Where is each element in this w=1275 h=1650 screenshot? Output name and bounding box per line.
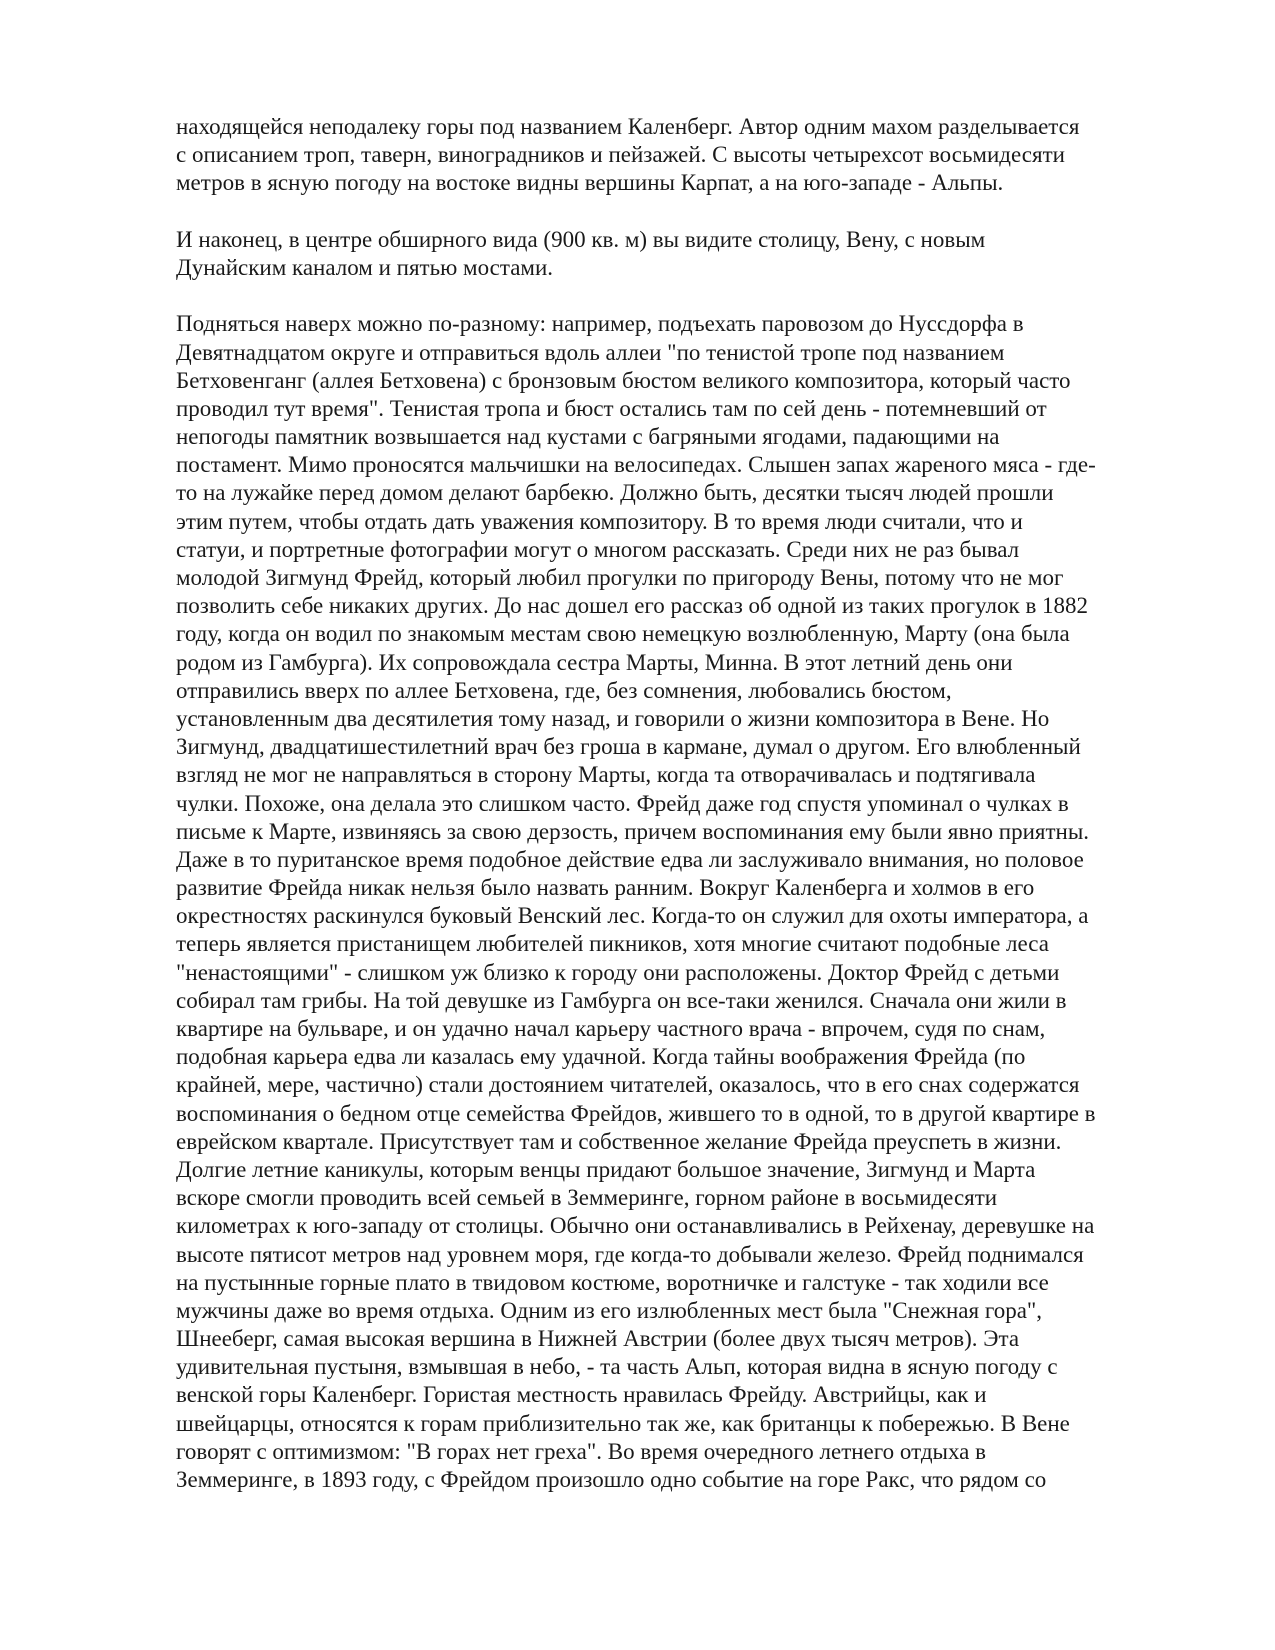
body-text	[176, 113, 1166, 1494]
text-line: отправились вверх по аллее Бетховена, где, без сомнения, любовались бюстом,	[176, 677, 952, 703]
text-line: письме к Марте, извиняясь за свою дерзость, причем воспоминания ему были явно приятны.	[176, 818, 1090, 844]
text-line: собирал там грибы. На той девушке из Гамбурга он все-таки женился. Сначала они жили в	[176, 987, 1067, 1013]
text-line: Дунайским каналом и пятью мостами.	[176, 254, 554, 280]
paragraph-freud-walks	[176, 310, 1166, 1494]
text-line: проводил тут время". Тенистая тропа и бюст остались там по сей день - потемневший от	[176, 395, 1047, 421]
text-line: Зигмунд, двадцатишестилетний врач без гроша в кармане, думал о другом. Его влюбленный	[176, 734, 1081, 760]
text-line: году, когда он водил по знакомым местам свою немецкую возлюбленную, Марту (она была	[176, 621, 1070, 647]
text-line: чулки. Похоже, она делала это слишком часто. Фрейд даже год спустя упоминал о чулках в	[176, 790, 1069, 816]
text-line: Долгие летние каникулы, которым венцы придают большое значение, Зигмунд и Марта	[176, 1156, 1036, 1182]
paragraph-gap	[176, 198, 1166, 226]
text-line: говорят с оптимизмом: "В горах нет греха". Во время очередного летнего отдыха в	[176, 1438, 986, 1464]
text-line: венской горы Каленберг. Гористая местность нравилась Фрейду. Австрийцы, как и	[176, 1382, 987, 1408]
text-line: установленным два десятилетия тому назад, и говорили о жизни композитора в Вене. Но	[176, 705, 1050, 731]
text-line: постамент. Мимо проносятся мальчишки на велосипедах. Слышен запах жареного мяса - где-	[176, 452, 1096, 478]
text-line: крайней, мере, частично) стали достоянием читателей, оказалось, что в его снах содержатся	[176, 1072, 1080, 1098]
text-line: позволить себе никаких других. До нас дошел его рассказ об одной из таких прогулок в 1882	[176, 593, 1089, 619]
text-line: Даже в то пуританское время подобное действие едва ли заслуживало внимания, но половое	[176, 846, 1084, 872]
text-line: Подняться наверх можно по-разному: например, подъехать паровозом до Нуссдорфа в	[176, 311, 1024, 337]
text-line: швейцарцы, относятся к горам приблизительно так же, как британцы к побережью. В Вене	[176, 1410, 1070, 1436]
text-line: Шнееберг, самая высокая вершина в Нижней Австрии (более двух тысяч метров). Эта	[176, 1326, 1020, 1352]
text-line: Земмеринге, в 1893 году, с Фрейдом произошло одно событие на горе Ракс, что рядом со	[176, 1467, 1047, 1492]
text-line: еврейском квартале. Присутствует там и собственное желание Фрейда преуспеть в жизни.	[176, 1128, 1062, 1154]
text-line: на пустынные горные плато в твидовом костюме, воротничке и галстуке - так ходили все	[176, 1269, 1049, 1295]
paragraph-vienna-view	[176, 226, 1166, 282]
text-line: этим путем, чтобы отдать дать уважения композитору. В то время люди считали, что и	[176, 508, 1023, 534]
text-line: И наконец, в центре обширного вида (900 кв. м) вы видите столицу, Вену, с новым	[176, 226, 986, 252]
text-line: то на лужайке перед домом делают барбекю. Должно быть, десятки тысяч людей прошли	[176, 480, 1054, 506]
text-line: Девятнадцатом округе и отправиться вдоль аллеи "по тенистой тропе под названием	[176, 339, 1005, 365]
text-line: взгляд не мог не направляться в сторону Марты, когда та отворачивалась и подтягивала	[176, 762, 1036, 788]
text-line: родом из Гамбурга). Их сопровождала сестра Марты, Минна. В этот летний день они	[176, 649, 1013, 675]
text-line: километрах к юго-западу от столицы. Обычно они останавливались в Рейхенау, деревушке на	[176, 1213, 1095, 1239]
text-line: метров в ясную погоду на востоке видны вершины Карпат, а на юго-западе - Альпы.	[176, 170, 1004, 196]
text-line: квартире на бульваре, и он удачно начал карьеру частного врача - впрочем, судя по снам,	[176, 1016, 1046, 1041]
paragraph-kahlenberg-view	[176, 113, 1166, 198]
paragraph-gap	[176, 282, 1166, 310]
text-line: находящейся неподалеку горы под названием Каленберг. Автор одним махом разделывается	[176, 114, 1080, 139]
text-line: воспоминания о бедном отце семейства Фрейдов, жившего то в одной, то в другой квартире в	[176, 1100, 1096, 1126]
text-line: мужчины даже во время отдыха. Одним из его излюбленных мест была "Снежная гора",	[176, 1297, 1043, 1323]
text-line: статуи, и портретные фотографии могут о многом рассказать. Среди них не раз бывал	[176, 536, 1020, 562]
text-line: удивительная пустыня, взмывшая в небо, - та часть Альп, которая видна в ясную погоду с	[176, 1354, 1058, 1380]
text-line: подобная карьера едва ли казалась ему удачной. Когда тайны воображения Фрейда (по	[176, 1044, 1026, 1070]
text-line: высоте пятисот метров над уровнем моря, где когда-то добывали железо. Фрейд поднимался	[176, 1241, 1084, 1267]
text-line: развитие Фрейда никак нельзя было назвать ранним. Вокруг Каленберга и холмов в его	[176, 875, 1035, 901]
text-line: вскоре смогли проводить всей семьей в Земмеринге, горном районе в восьмидесяти	[176, 1185, 998, 1211]
text-line: молодой Зигмунд Фрейд, который любил прогулки по пригороду Вены, потому что не мог	[176, 565, 1064, 590]
text-line: с описанием троп, таверн, виноградников и пейзажей. С высоты четырехсот восьмидесяти	[176, 142, 1065, 168]
text-line: окрестностях раскинулся буковый Венский лес. Когда-то он служил для охоты императора, а	[176, 903, 1089, 929]
text-line: теперь является пристанищем любителей пикников, хотя многие считают подобные леса	[176, 931, 1049, 957]
text-line: Бетховенганг (аллея Бетховена) с бронзовым бюстом великого композитора, который часто	[176, 367, 1071, 393]
text-line: "ненастоящими" - слишком уж близко к городу они расположены. Доктор Фрейд с детьми	[176, 959, 1060, 985]
text-line: непогоды памятник возвышается над кустами с багряными ягодами, падающими на	[176, 424, 1000, 450]
